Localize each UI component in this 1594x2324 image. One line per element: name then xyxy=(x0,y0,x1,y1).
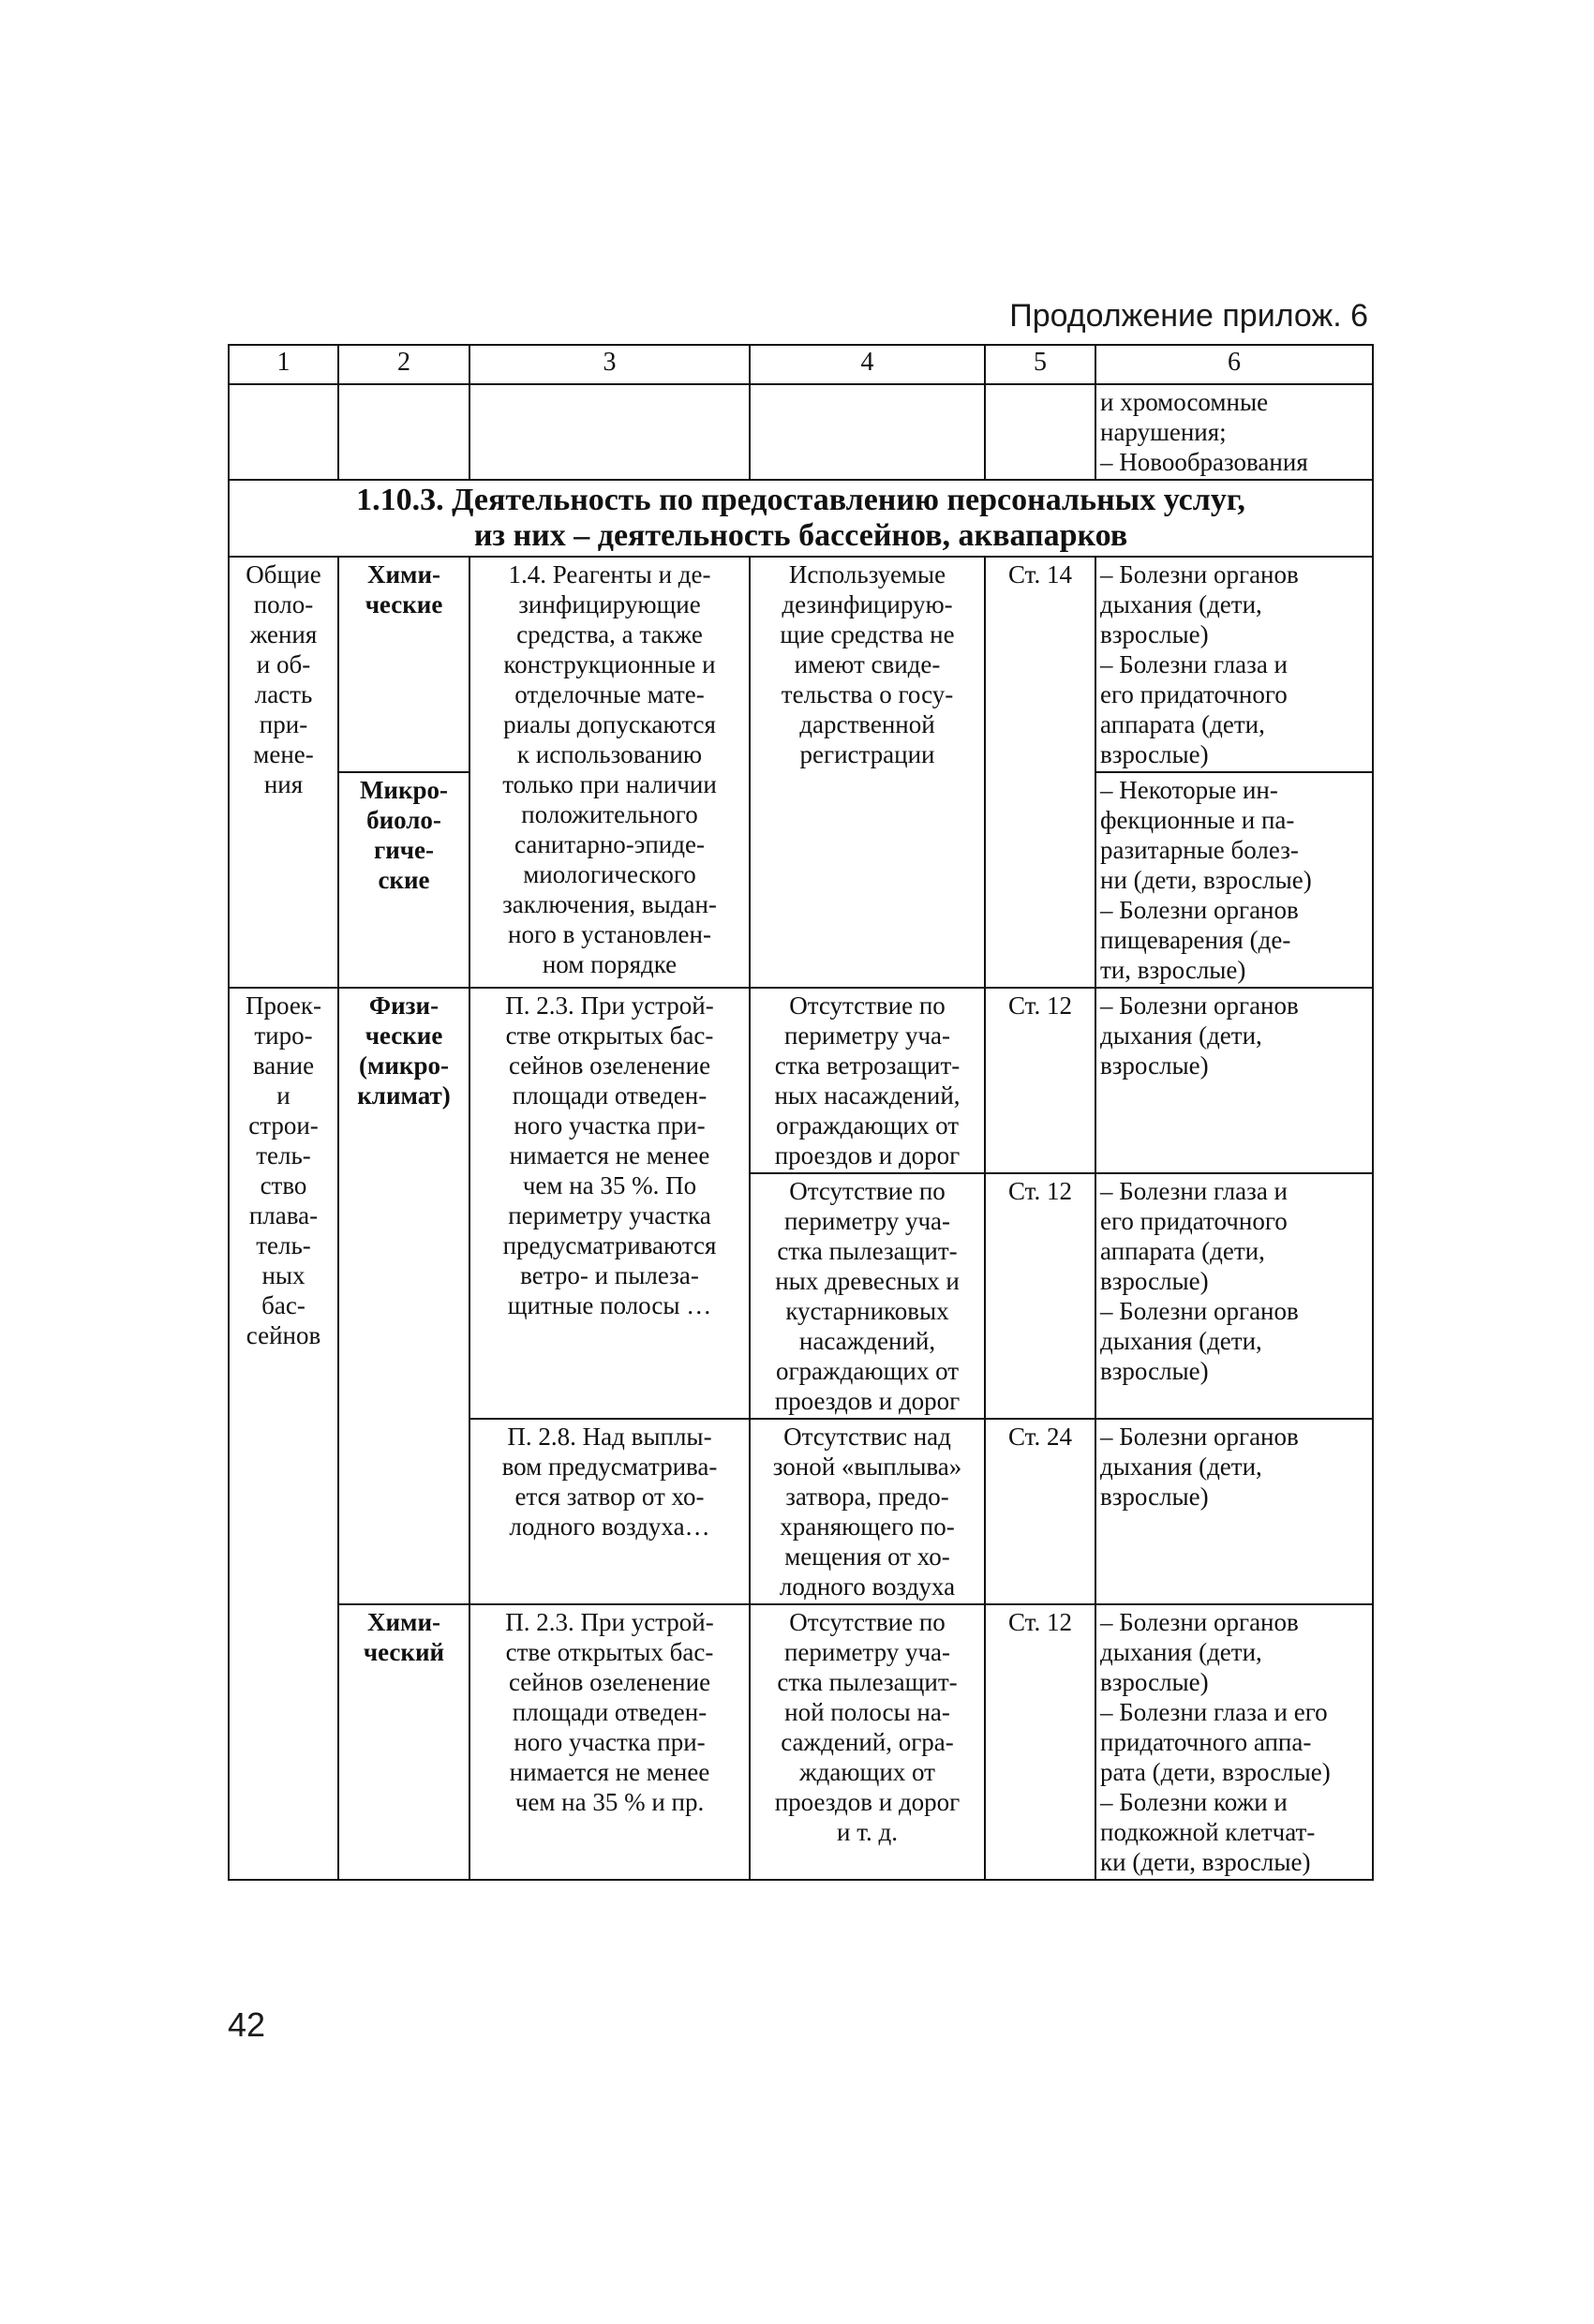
cell-text-line: лодного воздуха xyxy=(779,1572,956,1601)
cell-text-line: вом предусматрива- xyxy=(501,1452,718,1481)
table-cell xyxy=(338,557,469,772)
cell-text-line: дыхания (дети, xyxy=(1100,1021,1262,1050)
table-cell xyxy=(1095,557,1373,772)
cell-text-line: щие средства не xyxy=(780,620,955,648)
cell-text-line: насаждений, xyxy=(798,1327,936,1355)
cell-text-line: Проек- xyxy=(246,991,321,1020)
cell-text-line: площади отведен- xyxy=(512,1698,708,1726)
table-cell xyxy=(750,988,985,1173)
appendix-table xyxy=(228,344,1374,1881)
cell-text-line: – Некоторые ин- xyxy=(1100,776,1278,804)
cell-text-line: ных древесных и xyxy=(775,1267,960,1295)
section-heading-line: из них – деятельность бассейнов, аквапарков xyxy=(473,518,1128,553)
cell-text-line: строи- xyxy=(248,1111,319,1140)
cell-text-line: Хими- xyxy=(367,1608,440,1636)
cell-text-line: храняющего по- xyxy=(780,1512,955,1541)
cell-text-line: фекционные и па- xyxy=(1100,806,1295,834)
cell-text-line: поло- xyxy=(253,590,314,618)
cell-text-line: саждений, огра- xyxy=(781,1728,954,1756)
cell-text-line: периметру участка xyxy=(508,1201,711,1229)
cell-text-line: (микро- xyxy=(358,1051,449,1080)
cell-text-line: нарушения; xyxy=(1100,418,1227,446)
cell-text-line: ется затвор от хо- xyxy=(514,1482,705,1511)
table-cell xyxy=(469,384,750,480)
cell-text-line: дыхания (дети, xyxy=(1100,1452,1262,1481)
column-number: 1 xyxy=(229,345,338,384)
cell-text-line: средства, а также xyxy=(516,620,703,648)
cell-text-line: и xyxy=(276,1081,290,1110)
cell-text-line: аппарата (дети, xyxy=(1100,710,1265,738)
cell-text-line: ство xyxy=(260,1171,307,1199)
article-ref: Ст. 12 xyxy=(985,1604,1095,1880)
cell-text-line: ки (дети, взрослые) xyxy=(1100,1848,1311,1876)
article-ref: Ст. 12 xyxy=(985,988,1095,1173)
table-cell xyxy=(1095,384,1373,480)
table-cell xyxy=(985,384,1095,480)
cell-text-line: взрослые) xyxy=(1100,620,1209,648)
cell-text-line: отделочные мате- xyxy=(514,680,705,708)
table-cell xyxy=(469,1419,750,1604)
article-ref: Ст. 12 xyxy=(985,1173,1095,1419)
page-number: 42 xyxy=(228,2005,266,2044)
cell-text-line: сейнов озеленение xyxy=(508,1051,711,1080)
cell-text-line: дезинфицирую- xyxy=(782,590,953,618)
cell-text-line: ных xyxy=(261,1261,305,1289)
cell-text-line: и об- xyxy=(256,650,311,678)
cell-text-line: ограждающих от xyxy=(775,1111,960,1140)
cell-text-line: – Болезни органов xyxy=(1100,1608,1299,1636)
cell-text-line: гиче- xyxy=(373,836,435,864)
cell-text-line: – Болезни глаза и xyxy=(1100,650,1289,678)
cell-text-line: и хромосомные xyxy=(1100,388,1269,416)
cell-text-line: периметру уча- xyxy=(783,1207,951,1235)
cell-text-line: его придаточного xyxy=(1100,1207,1288,1235)
column-number: 5 xyxy=(985,345,1095,384)
cell-text-line: ласть xyxy=(254,680,313,708)
table-cell xyxy=(229,557,338,988)
cell-text-line: дыхания (дети, xyxy=(1100,590,1262,618)
cell-text-line: П. 2.8. Над выплы- xyxy=(507,1423,712,1451)
cell-text-line: санитарно-эпиде- xyxy=(514,830,705,858)
cell-text-line: ного участка при- xyxy=(514,1111,706,1140)
cell-text-line: проездов и дорог xyxy=(774,1788,961,1816)
table-row xyxy=(229,557,1373,772)
cell-text-line: 1.4. Реагенты и де- xyxy=(508,560,711,588)
cell-text-line: мене- xyxy=(253,740,314,768)
cell-text-line: климат) xyxy=(357,1081,451,1110)
cell-text-line: – Новообразования xyxy=(1100,448,1308,476)
cell-text-line: ческие xyxy=(365,590,443,618)
cell-text-line: ного участка при- xyxy=(514,1728,706,1756)
table-cell xyxy=(338,772,469,988)
cell-text-line: рата (дети, взрослые) xyxy=(1100,1758,1331,1786)
table-cell xyxy=(750,1173,985,1419)
cell-text-line: взрослые) xyxy=(1100,1267,1209,1295)
cell-text-line: и т. д. xyxy=(837,1818,898,1846)
cell-text-line: риалы допускаются xyxy=(503,710,716,738)
cell-text-line: ной полосы на- xyxy=(784,1698,950,1726)
cell-text-line: к использованию xyxy=(516,740,703,768)
table-cell xyxy=(750,1604,985,1880)
cell-text-line: ограждающих от xyxy=(775,1357,960,1385)
table-cell xyxy=(1095,1419,1373,1604)
column-number-row xyxy=(229,345,1373,384)
cell-text-line: стка ветрозащит- xyxy=(774,1051,961,1080)
cell-text-line: биоло- xyxy=(366,806,441,834)
cell-text-line: ных насаждений, xyxy=(774,1081,961,1110)
cell-text-line: тельства о госу- xyxy=(781,680,954,708)
cell-text-line: Используемые xyxy=(788,560,946,588)
column-number: 2 xyxy=(338,345,469,384)
cell-text-line: площади отведен- xyxy=(512,1081,708,1110)
cell-text-line: подкожной клетчат- xyxy=(1100,1818,1316,1846)
cell-text-line: ни (дети, взрослые) xyxy=(1100,866,1312,894)
cell-text-line: взрослые) xyxy=(1100,1482,1209,1511)
cell-text-line: Отсутствие по xyxy=(789,1608,946,1636)
cell-text-line: – Болезни органов xyxy=(1100,560,1299,588)
cell-text-line: жения xyxy=(249,620,318,648)
table-cell xyxy=(229,384,338,480)
cell-text-line: Микро- xyxy=(359,776,449,804)
cell-text-line: взрослые) xyxy=(1100,1357,1209,1385)
table-cell xyxy=(750,1419,985,1604)
cell-text-line: – Болезни органов xyxy=(1100,991,1299,1020)
cell-text-line: аппарата (дети, xyxy=(1100,1237,1265,1265)
table-cell xyxy=(469,557,750,988)
table-row xyxy=(229,1604,1373,1880)
cell-text-line: нимается не менее xyxy=(509,1141,710,1169)
cell-text-line: зинфицирующие xyxy=(518,590,701,618)
table-cell xyxy=(1095,1173,1373,1419)
table-cell xyxy=(1095,1604,1373,1880)
cell-text-line: стве открытых бас- xyxy=(505,1638,714,1666)
cell-text-line: ветро- и пылеза- xyxy=(520,1261,699,1289)
cell-text-line: стка пылезащит- xyxy=(777,1237,958,1265)
cell-text-line: сейнов озеленение xyxy=(508,1668,711,1696)
cell-text-line: лодного воздуха… xyxy=(509,1512,710,1541)
cell-text-line: миологического xyxy=(523,860,696,888)
cell-text-line: предусматриваются xyxy=(502,1231,717,1259)
cell-text-line: тиро- xyxy=(254,1021,313,1050)
table-cell xyxy=(1095,988,1373,1173)
section-heading-line: 1.10.3. Деятельность по предоставлению персональных услуг, xyxy=(356,483,1245,517)
cell-text-line: щитные полосы … xyxy=(507,1291,712,1319)
cell-text-line: ческие xyxy=(365,1021,443,1050)
cell-text-line: тель- xyxy=(256,1141,311,1169)
cell-text-line: ти, взрослые) xyxy=(1100,956,1246,984)
cell-text-line: – Болезни органов xyxy=(1100,1423,1299,1451)
cell-text-line: взрослые) xyxy=(1100,1051,1209,1080)
cell-text-line: ном порядке xyxy=(542,950,678,978)
cell-text-line: ские xyxy=(378,866,430,894)
cell-text-line: конструкционные и xyxy=(503,650,716,678)
cell-text-line: положительного xyxy=(521,800,698,828)
cell-text-line: сейнов xyxy=(246,1321,321,1349)
cell-text-line: Хими- xyxy=(367,560,440,588)
cell-text-line: зоной «выплыва» xyxy=(772,1452,962,1481)
cell-text-line: регистрации xyxy=(799,740,935,768)
cell-text-line: стве открытых бас- xyxy=(505,1021,714,1050)
column-number: 6 xyxy=(1095,345,1373,384)
cell-text-line: Отсутствие по xyxy=(789,991,946,1020)
section-heading xyxy=(229,480,1373,557)
cell-text-line: проездов и дорог xyxy=(774,1387,961,1415)
table-cell xyxy=(338,1604,469,1880)
cell-text-line: только при наличии xyxy=(502,770,717,798)
table-cell xyxy=(1095,772,1373,988)
table-row xyxy=(229,988,1373,1173)
cell-text-line: взрослые) xyxy=(1100,1668,1209,1696)
cell-text-line: ного в установлен- xyxy=(508,920,711,948)
cell-text-line: Отсутствис над xyxy=(783,1423,951,1451)
cell-text-line: Общие xyxy=(246,560,321,588)
table-cell xyxy=(338,988,469,1604)
cell-text-line: проездов и дорог xyxy=(774,1141,961,1169)
continuation-heading: Продолжение прилож. 6 xyxy=(1009,298,1368,334)
cell-text-line: – Болезни органов xyxy=(1100,896,1299,924)
cell-text-line: мещения от хо- xyxy=(784,1542,950,1571)
cell-text-line: нимается не менее xyxy=(509,1758,710,1786)
cell-text-line: тель- xyxy=(256,1231,311,1259)
cell-text-line: заключения, выдан- xyxy=(502,890,717,918)
cell-text-line: при- xyxy=(259,710,308,738)
cell-text-line: периметру уча- xyxy=(783,1021,951,1050)
column-number: 3 xyxy=(469,345,750,384)
cell-text-line: – Болезни глаза и его xyxy=(1100,1698,1328,1726)
article-ref: Ст. 24 xyxy=(985,1419,1095,1604)
table-cell xyxy=(750,384,985,480)
cell-text-line: плава- xyxy=(248,1201,319,1229)
cell-text-line: взрослые) xyxy=(1100,740,1209,768)
cell-text-line: – Болезни глаза и xyxy=(1100,1177,1289,1205)
table-cell xyxy=(338,384,469,480)
cell-text-line: разитарные болез- xyxy=(1100,836,1299,864)
cell-text-line: бас- xyxy=(261,1291,305,1319)
cell-text-line: периметру уча- xyxy=(783,1638,951,1666)
cell-text-line: – Болезни органов xyxy=(1100,1297,1299,1325)
cell-text-line: его придаточного xyxy=(1100,680,1288,708)
cell-text-line: вание xyxy=(252,1051,315,1080)
cell-text-line: ждающих от xyxy=(799,1758,935,1786)
cell-text-line: придаточного аппа- xyxy=(1100,1728,1312,1756)
cell-text-line: П. 2.3. При устрой- xyxy=(505,1608,714,1636)
cell-text-line: пищеварения (де- xyxy=(1100,926,1291,954)
cell-text-line: стка пылезащит- xyxy=(777,1668,958,1696)
cell-text-line: ния xyxy=(263,770,304,798)
cell-text-line: ческий xyxy=(363,1638,445,1666)
cell-text-line: чем на 35 %. По xyxy=(522,1171,697,1199)
cell-text-line: Физи- xyxy=(368,991,439,1020)
table-cell xyxy=(750,557,985,988)
table-row xyxy=(229,384,1373,480)
section-header-row xyxy=(229,480,1373,557)
cell-text-line: затвора, предо- xyxy=(785,1482,949,1511)
table-cell xyxy=(469,988,750,1419)
table-cell xyxy=(469,1604,750,1880)
cell-text-line: кустарниковых xyxy=(785,1297,949,1325)
cell-text-line: П. 2.3. При устрой- xyxy=(505,991,714,1020)
cell-text-line: чем на 35 % и пр. xyxy=(514,1788,705,1816)
cell-text-line: Отсутствие по xyxy=(789,1177,946,1205)
article-ref: Ст. 14 xyxy=(985,557,1095,988)
cell-text-line: дарственной xyxy=(799,710,935,738)
cell-text-line: имеют свиде- xyxy=(794,650,941,678)
cell-text-line: дыхания (дети, xyxy=(1100,1638,1262,1666)
cell-text-line: – Болезни кожи и xyxy=(1100,1788,1288,1816)
table-cell xyxy=(229,988,338,1880)
cell-text-line: дыхания (дети, xyxy=(1100,1327,1262,1355)
column-number: 4 xyxy=(750,345,985,384)
